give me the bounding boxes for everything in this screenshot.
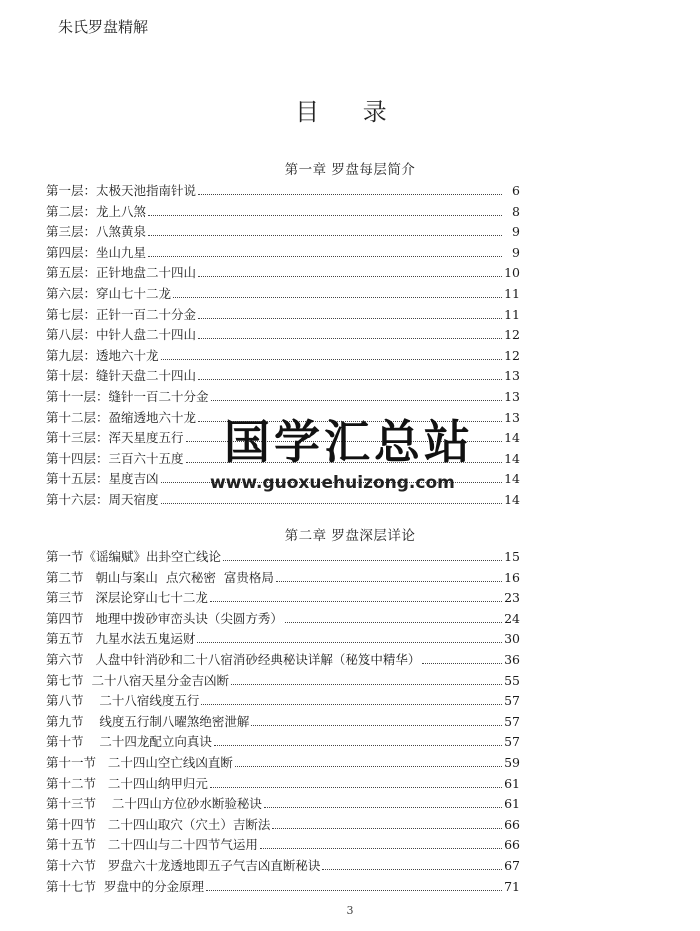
toc-entry-label: 第十四层：三百六十五度 bbox=[46, 450, 184, 466]
toc-entry-label: 第一层：太极天池指南针说 bbox=[46, 183, 197, 198]
toc-entry-label: 第十五节 二十四山与二十四节气运用 bbox=[46, 837, 258, 853]
toc-entry-label: 第九层：透地六十龙 bbox=[46, 347, 159, 363]
toc-entry-page: 13 bbox=[504, 368, 520, 384]
toc-entry[interactable] bbox=[46, 386, 520, 407]
toc-entry-page: 14 bbox=[504, 430, 520, 446]
toc-entry[interactable] bbox=[46, 180, 520, 201]
dot-leader bbox=[198, 194, 502, 195]
toc-entry-page: 14 bbox=[504, 492, 520, 507]
dot-leader bbox=[276, 581, 502, 582]
toc-entry[interactable] bbox=[46, 567, 520, 588]
toc-entry[interactable] bbox=[46, 324, 520, 345]
dot-leader bbox=[235, 766, 502, 767]
dot-leader bbox=[198, 318, 502, 319]
toc-entry[interactable] bbox=[46, 546, 520, 567]
toc-entry[interactable] bbox=[46, 711, 520, 732]
toc-entry-page: 13 bbox=[504, 409, 520, 425]
toc-entry[interactable] bbox=[46, 628, 520, 649]
dot-leader bbox=[322, 869, 502, 870]
toc-entry-label: 第四层：坐山九星 bbox=[46, 244, 147, 260]
toc-entry[interactable] bbox=[46, 608, 520, 629]
dot-leader bbox=[197, 642, 502, 643]
dot-leader bbox=[210, 601, 502, 602]
toc-entry-page: 30 bbox=[504, 631, 520, 647]
toc-entry-page: 12 bbox=[504, 327, 520, 343]
toc-entry-page: 67 bbox=[504, 858, 520, 873]
toc-entry-label: 第十层：缝针天盘二十四山 bbox=[46, 368, 197, 384]
toc-entry-label: 第十节 二十四龙配立向真诀 bbox=[46, 734, 212, 750]
toc-entry-page: 66 bbox=[504, 816, 520, 832]
dot-leader bbox=[201, 704, 502, 705]
toc-entry[interactable] bbox=[46, 304, 520, 325]
dot-leader bbox=[173, 297, 502, 298]
toc-entry-page: 15 bbox=[504, 549, 520, 564]
dot-leader bbox=[285, 622, 502, 623]
toc-entry-page: 10 bbox=[504, 265, 520, 281]
dot-leader bbox=[223, 560, 502, 561]
dot-leader bbox=[148, 235, 502, 236]
toc-entry-page: 55 bbox=[504, 672, 520, 688]
watermark-url: www.guoxuehuizong.com bbox=[210, 473, 455, 493]
toc-entry[interactable] bbox=[46, 283, 520, 304]
chapter-heading: 第一章 罗盘每层简介 bbox=[284, 162, 416, 178]
toc-entry-page: 71 bbox=[504, 878, 520, 894]
toc-entry[interactable] bbox=[46, 773, 520, 794]
toc-entry-label: 第二节 朝山与案山 点穴秘密 富贵格局 bbox=[46, 569, 274, 585]
toc-entry-page: 12 bbox=[504, 347, 520, 363]
toc-title: 目 录 bbox=[295, 98, 405, 126]
toc-entry-page: 24 bbox=[504, 610, 520, 626]
toc-entry-label: 第五层：正针地盘二十四山 bbox=[46, 265, 197, 281]
toc-entry-label: 第十三节 二十四山方位砂水断验秘诀 bbox=[46, 796, 262, 812]
toc-entry[interactable] bbox=[46, 649, 520, 670]
toc-entry-page: 36 bbox=[504, 652, 520, 667]
watermark-site-name: 国学汇总站 bbox=[224, 415, 474, 469]
toc-entry-page: 14 bbox=[504, 450, 520, 466]
toc-entry-label: 第十七节 罗盘中的分金原理 bbox=[46, 878, 204, 894]
toc-entry-label: 第十二节 二十四山纳甲归元 bbox=[46, 775, 208, 791]
toc-entry-page: 14 bbox=[504, 471, 520, 487]
toc-entry[interactable] bbox=[46, 855, 520, 876]
toc-entry-page: 8 bbox=[512, 203, 520, 219]
toc-entry-label: 第三节 深层论穿山七十二龙 bbox=[46, 590, 208, 606]
toc-entry-label: 第五节 九星水法五鬼运财 bbox=[46, 631, 196, 647]
toc-entry-page: 13 bbox=[504, 389, 520, 404]
toc-entry-label: 第四节 地理中拨砂审峦头诀（尖圆方秀） bbox=[46, 610, 283, 626]
toc-entry-label: 第六节 人盘中针消砂和二十八宿消砂经典秘诀详解（秘笈中精华） bbox=[46, 652, 421, 667]
watermark bbox=[210, 412, 494, 494]
toc-entry-label: 第十一层：缝针一百二十分金 bbox=[46, 389, 209, 404]
dot-leader bbox=[210, 787, 502, 788]
dot-leader bbox=[161, 503, 502, 504]
toc-entry[interactable] bbox=[46, 242, 520, 263]
dot-leader bbox=[161, 359, 502, 360]
toc-entry-label: 第十六层：周天宿度 bbox=[46, 492, 159, 507]
toc-entry[interactable] bbox=[46, 365, 520, 386]
toc-entry-label: 第十五层：星度吉凶 bbox=[46, 471, 159, 487]
toc-entry-page: 16 bbox=[504, 569, 520, 585]
toc-entry[interactable] bbox=[46, 793, 520, 814]
toc-entry[interactable] bbox=[46, 731, 520, 752]
dot-leader bbox=[422, 663, 502, 664]
running-header: 朱氏罗盘精解 bbox=[58, 18, 149, 36]
toc-entry[interactable] bbox=[46, 345, 520, 366]
dot-leader bbox=[198, 338, 502, 339]
toc-entry[interactable] bbox=[46, 876, 520, 897]
dot-leader bbox=[260, 848, 502, 849]
toc-entry-page: 61 bbox=[504, 796, 520, 812]
toc-entry-label: 第三层：八煞黄泉 bbox=[46, 224, 147, 240]
toc-entry[interactable] bbox=[46, 587, 520, 608]
dot-leader bbox=[251, 725, 502, 726]
toc-entry-label: 第七节 二十八宿天星分金吉凶断 bbox=[46, 672, 229, 688]
toc-entry-label: 第九节 线度五行制八曜煞绝密泄解 bbox=[46, 713, 250, 729]
toc-entry-page: 57 bbox=[504, 713, 520, 729]
dot-leader bbox=[211, 400, 502, 401]
toc-entry[interactable] bbox=[46, 752, 520, 773]
toc-entry-page: 23 bbox=[504, 590, 520, 606]
toc-entry-page: 57 bbox=[504, 693, 520, 709]
toc-entry-page: 11 bbox=[504, 306, 520, 322]
toc-entry-page: 11 bbox=[504, 286, 520, 301]
toc-entry-label: 第十三层：浑天星度五行 bbox=[46, 430, 184, 446]
toc-entry-label: 第十四节 二十四山取穴（穴土）吉断法 bbox=[46, 816, 271, 832]
dot-leader bbox=[148, 256, 502, 257]
toc-entry-label: 第一节《谣编赋》出卦空亡线论 bbox=[46, 549, 222, 564]
dot-leader bbox=[198, 276, 502, 277]
dot-leader bbox=[264, 807, 502, 808]
dot-leader bbox=[148, 215, 502, 216]
toc-entry[interactable] bbox=[46, 221, 520, 242]
toc-entry-label: 第十一节 二十四山空亡线凶直断 bbox=[46, 755, 233, 770]
toc-entry-label: 第八层：中针人盘二十四山 bbox=[46, 327, 197, 343]
toc-entry-label: 第二层：龙上八煞 bbox=[46, 203, 147, 219]
toc-entry[interactable] bbox=[46, 670, 520, 691]
toc-entry-page: 6 bbox=[512, 183, 520, 198]
toc-entry-page: 66 bbox=[504, 837, 520, 853]
dot-leader bbox=[198, 379, 502, 380]
toc-entry[interactable] bbox=[46, 814, 520, 835]
toc-entry[interactable] bbox=[46, 690, 520, 711]
toc-entry-label: 第十二层：盈缩透地六十龙 bbox=[46, 409, 197, 425]
toc-entry-label: 第七层：正针一百二十分金 bbox=[46, 306, 197, 322]
dot-leader bbox=[231, 684, 502, 685]
dot-leader bbox=[214, 745, 502, 746]
dot-leader bbox=[206, 890, 502, 891]
chapter-heading: 第二章 罗盘深层详论 bbox=[284, 528, 416, 544]
toc-entry-page: 57 bbox=[504, 734, 520, 750]
toc-entry-page: 61 bbox=[504, 775, 520, 791]
toc-entry-page: 9 bbox=[512, 244, 520, 260]
toc-entry-label: 第六层：穿山七十二龙 bbox=[46, 286, 172, 301]
toc-entry[interactable] bbox=[46, 201, 520, 222]
toc-entry-label: 第十六节 罗盘六十龙透地即五子气吉凶直断秘诀 bbox=[46, 858, 321, 873]
toc-entry-label: 第八节 二十八宿线度五行 bbox=[46, 693, 200, 709]
dot-leader bbox=[272, 828, 502, 829]
toc-entry-page: 59 bbox=[504, 755, 520, 770]
toc-entry[interactable] bbox=[46, 834, 520, 855]
toc-entry-page: 9 bbox=[512, 224, 520, 240]
page-number: 3 bbox=[346, 904, 354, 917]
toc-entry[interactable] bbox=[46, 262, 520, 283]
